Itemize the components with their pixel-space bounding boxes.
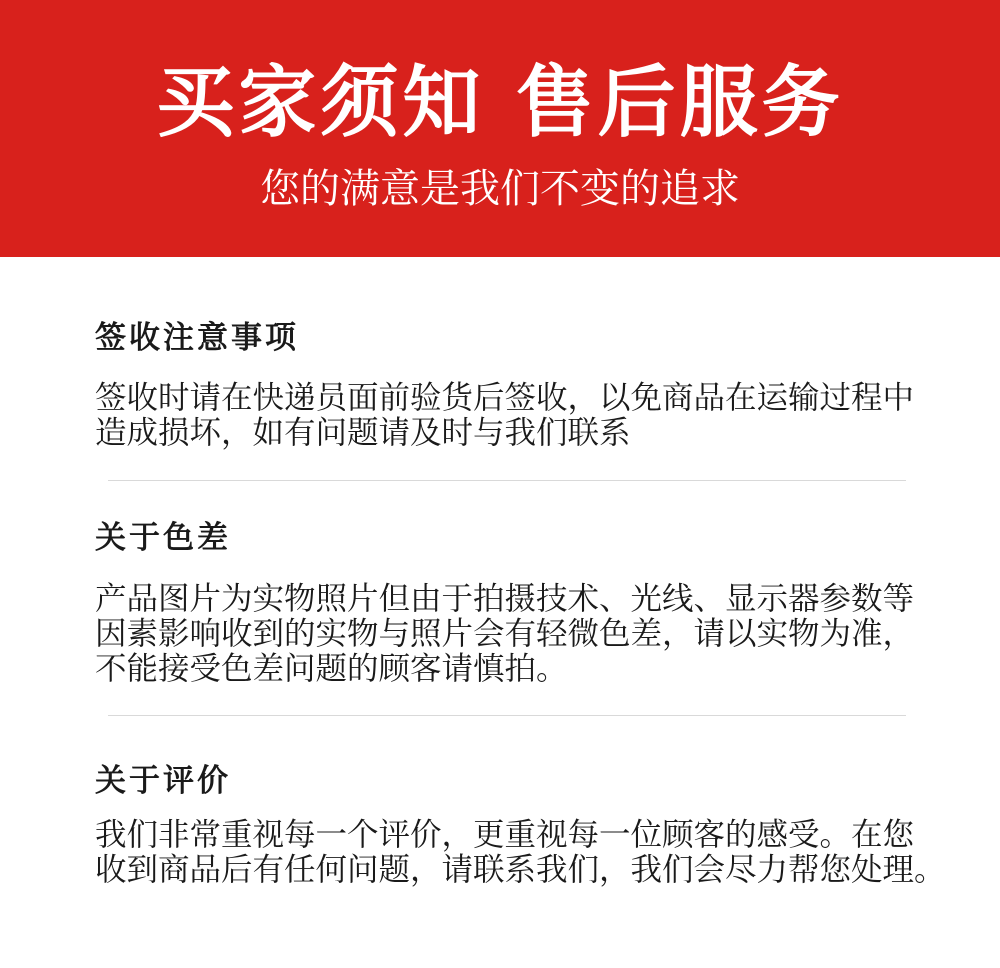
section-body — [95, 582, 925, 687]
section-body — [95, 817, 946, 888]
section-reviews — [95, 761, 946, 888]
section-body — [95, 381, 925, 451]
section-divider — [108, 480, 906, 481]
body-line: 我们非常重视每一个评价，更重视每一位顾客的感受。在您 — [95, 817, 915, 853]
body-line: 造成损坏，如有问题请及时与我们联系 — [95, 415, 631, 451]
section-heading: 签收注意事项 — [95, 320, 299, 356]
body-line: 收到商品后有任何问题，请联系我们，我们会尽力帮您处理。 — [95, 852, 946, 888]
section-color-difference — [95, 518, 925, 687]
section-heading: 关于评价 — [95, 763, 231, 799]
banner-subtitle: 您的满意是我们不变的追求 — [260, 166, 740, 212]
body-line: 因素影响收到的实物与照片会有轻微色差，请以实物为准， — [95, 616, 915, 652]
header-banner — [0, 0, 1000, 257]
body-line: 不能接受色差问题的顾客请慎拍。 — [95, 651, 568, 687]
section-heading: 关于色差 — [95, 520, 231, 556]
banner-title: 买家须知 售后服务 — [156, 58, 844, 148]
body-line: 产品图片为实物照片但由于拍摄技术、光线、显示器参数等 — [95, 581, 915, 617]
section-divider — [108, 715, 906, 716]
section-signing-notice — [95, 318, 925, 451]
body-line: 签收时请在快递员面前验货后签收，以免商品在运输过程中 — [95, 380, 915, 416]
